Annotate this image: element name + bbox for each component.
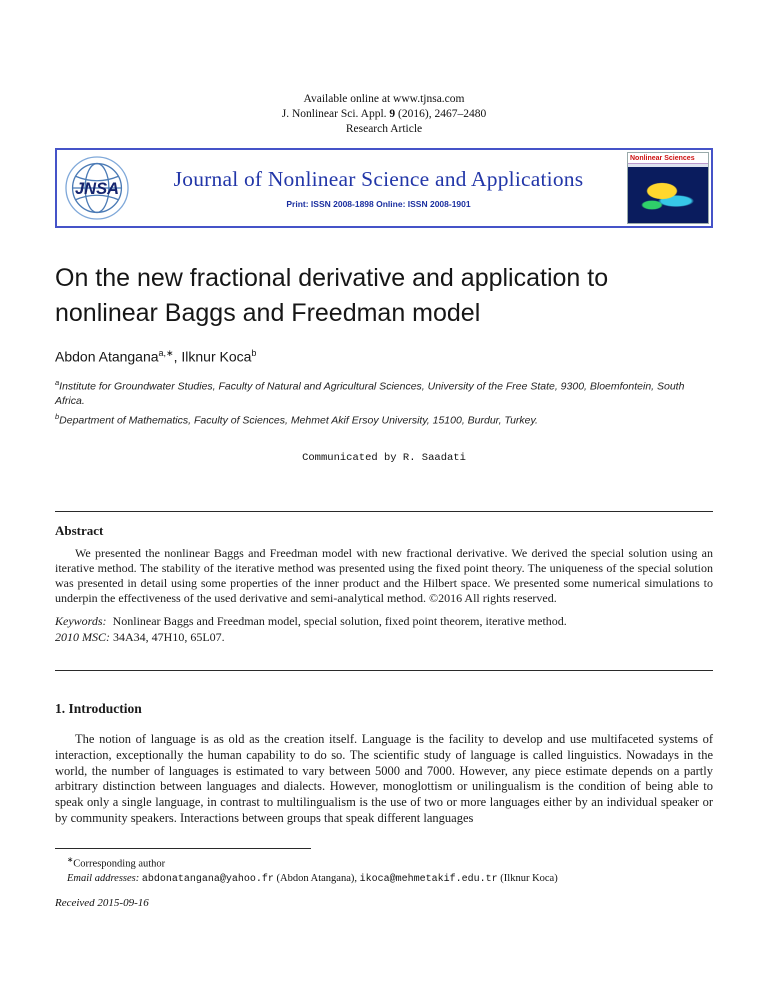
author-separator: ,: [173, 348, 182, 365]
msc-line: [55, 630, 713, 645]
keywords-line: [55, 614, 713, 629]
introduction-section: [55, 701, 713, 826]
abstract-heading: Abstract: [55, 523, 104, 539]
journal-header: [55, 92, 713, 137]
affiliation-b: [55, 410, 713, 428]
abstract-text: We presented the nonlinear Baggs and Freedman model with new fractional derivative. We derived the special solution using an iterative method. The stability of the iterative method was presented using the fixed point theory. The uniqueness of the special solution was presented in detail using some properties of the inner product and the Hilbert space. We presented some numerical simulations to underpin the effectiveness of the used derivative and semi-analytical method. ©2016 All rights reserved.: [55, 546, 713, 605]
email-2-suffix: (Ilknur Koca): [497, 873, 558, 885]
introduction-paragraph: The notion of language is as old as the creation itself. Language is the facility to develop and use multifaceted systems of interaction, exceptionally the human capability to do so. The scientific study of language is called linguistics. Nowadays in the world, the number of languages is estimated to vary between 5000 and 7000. However, any piece estimate depends on a partly arbitrary distinction between languages and dialects. However, monoglottism or unilingualism is the condition of being able to speak only a single language, in contrast to multilingualism is the use of two or more languages either by an individual speaker or by community speakers. Interactions between groups that speak different languages: [55, 732, 713, 825]
article-title: On the new fractional derivative and application to nonlinear Baggs and Freedman model: [55, 264, 609, 327]
journal-banner: [55, 148, 713, 228]
email-atangana-link[interactable]: abdonatangana@yahoo.fr: [141, 874, 274, 886]
affiliation-a-text: Institute for Groundwater Studies, Faculty of Natural and Agricultural Sciences, University of the Free State, 9300, Bloemfontein, South Africa.: [55, 380, 685, 407]
author-2-superscript: b: [251, 348, 257, 358]
logo-text: JNSA: [74, 179, 120, 198]
msc-text: 34A34, 47H10, 65L07.: [113, 630, 225, 645]
email-label: Email addresses:: [67, 873, 140, 885]
footnote-rule: [55, 848, 311, 849]
banner-center: [130, 167, 627, 209]
msc-label: 2010 MSC:: [55, 630, 110, 645]
article-type: Research Article: [345, 123, 423, 135]
abstract-section: [55, 523, 713, 645]
keywords-text: Nonlinear Baggs and Freedman model, special solution, fixed point theorem, iterative method.: [112, 614, 567, 629]
journal-ref-suffix: (2016), 2467–2480: [395, 108, 487, 120]
author-line: [55, 348, 713, 365]
footnote-area: [55, 848, 713, 912]
jnsa-logo: [57, 155, 130, 221]
introduction-heading: 1. Introduction: [55, 701, 142, 717]
communicated-by: Communicated by R. Saadati: [302, 452, 466, 465]
email-koca-link[interactable]: ikoca@mehmetakif.edu.tr: [359, 874, 498, 886]
issn-line: Print: ISSN 2008-1898 Online: ISSN 2008-1901: [286, 199, 471, 209]
corresponding-author-text: Corresponding author: [73, 858, 166, 870]
author-1-superscript: a,∗: [158, 348, 174, 358]
journal-reference: [55, 107, 713, 122]
affiliation-b-text: Department of Mathematics, Faculty of Sciences, Mehmet Akif Ersoy University, 15100, Burdur, Turkey.: [59, 414, 538, 427]
keywords-label: Keywords:: [55, 614, 107, 629]
corresponding-author-note: [55, 852, 713, 872]
divider-above-abstract: [55, 511, 713, 512]
author-2-name: Ilknur Koca: [181, 348, 252, 365]
received-date: Received 2015-09-16: [55, 897, 149, 910]
divider-below-abstract: [55, 670, 713, 671]
footnote-star: ∗: [67, 854, 74, 864]
author-1-name: Abdon Atangana: [55, 348, 159, 365]
cover-art: [628, 167, 708, 223]
affiliation-a: [55, 376, 713, 409]
cover-title: Nonlinear Sciences: [628, 153, 708, 163]
journal-ref-prefix: J. Nonlinear Sci. Appl.: [281, 108, 390, 120]
affiliations: [55, 376, 713, 429]
affiliation-b-superscript: b: [55, 412, 60, 422]
journal-name: Journal of Nonlinear Science and Applications: [173, 167, 584, 191]
email-1-suffix: (Abdon Atangana),: [273, 873, 360, 885]
affiliation-a-superscript: a: [55, 377, 60, 387]
journal-ref-volume: 9: [389, 108, 396, 120]
globe-logo-icon: [64, 155, 130, 221]
available-online-line[interactable]: Available online at www.tjnsa.com: [303, 93, 465, 105]
journal-cover-thumbnail: [627, 152, 709, 224]
email-addresses-line: [55, 871, 713, 887]
